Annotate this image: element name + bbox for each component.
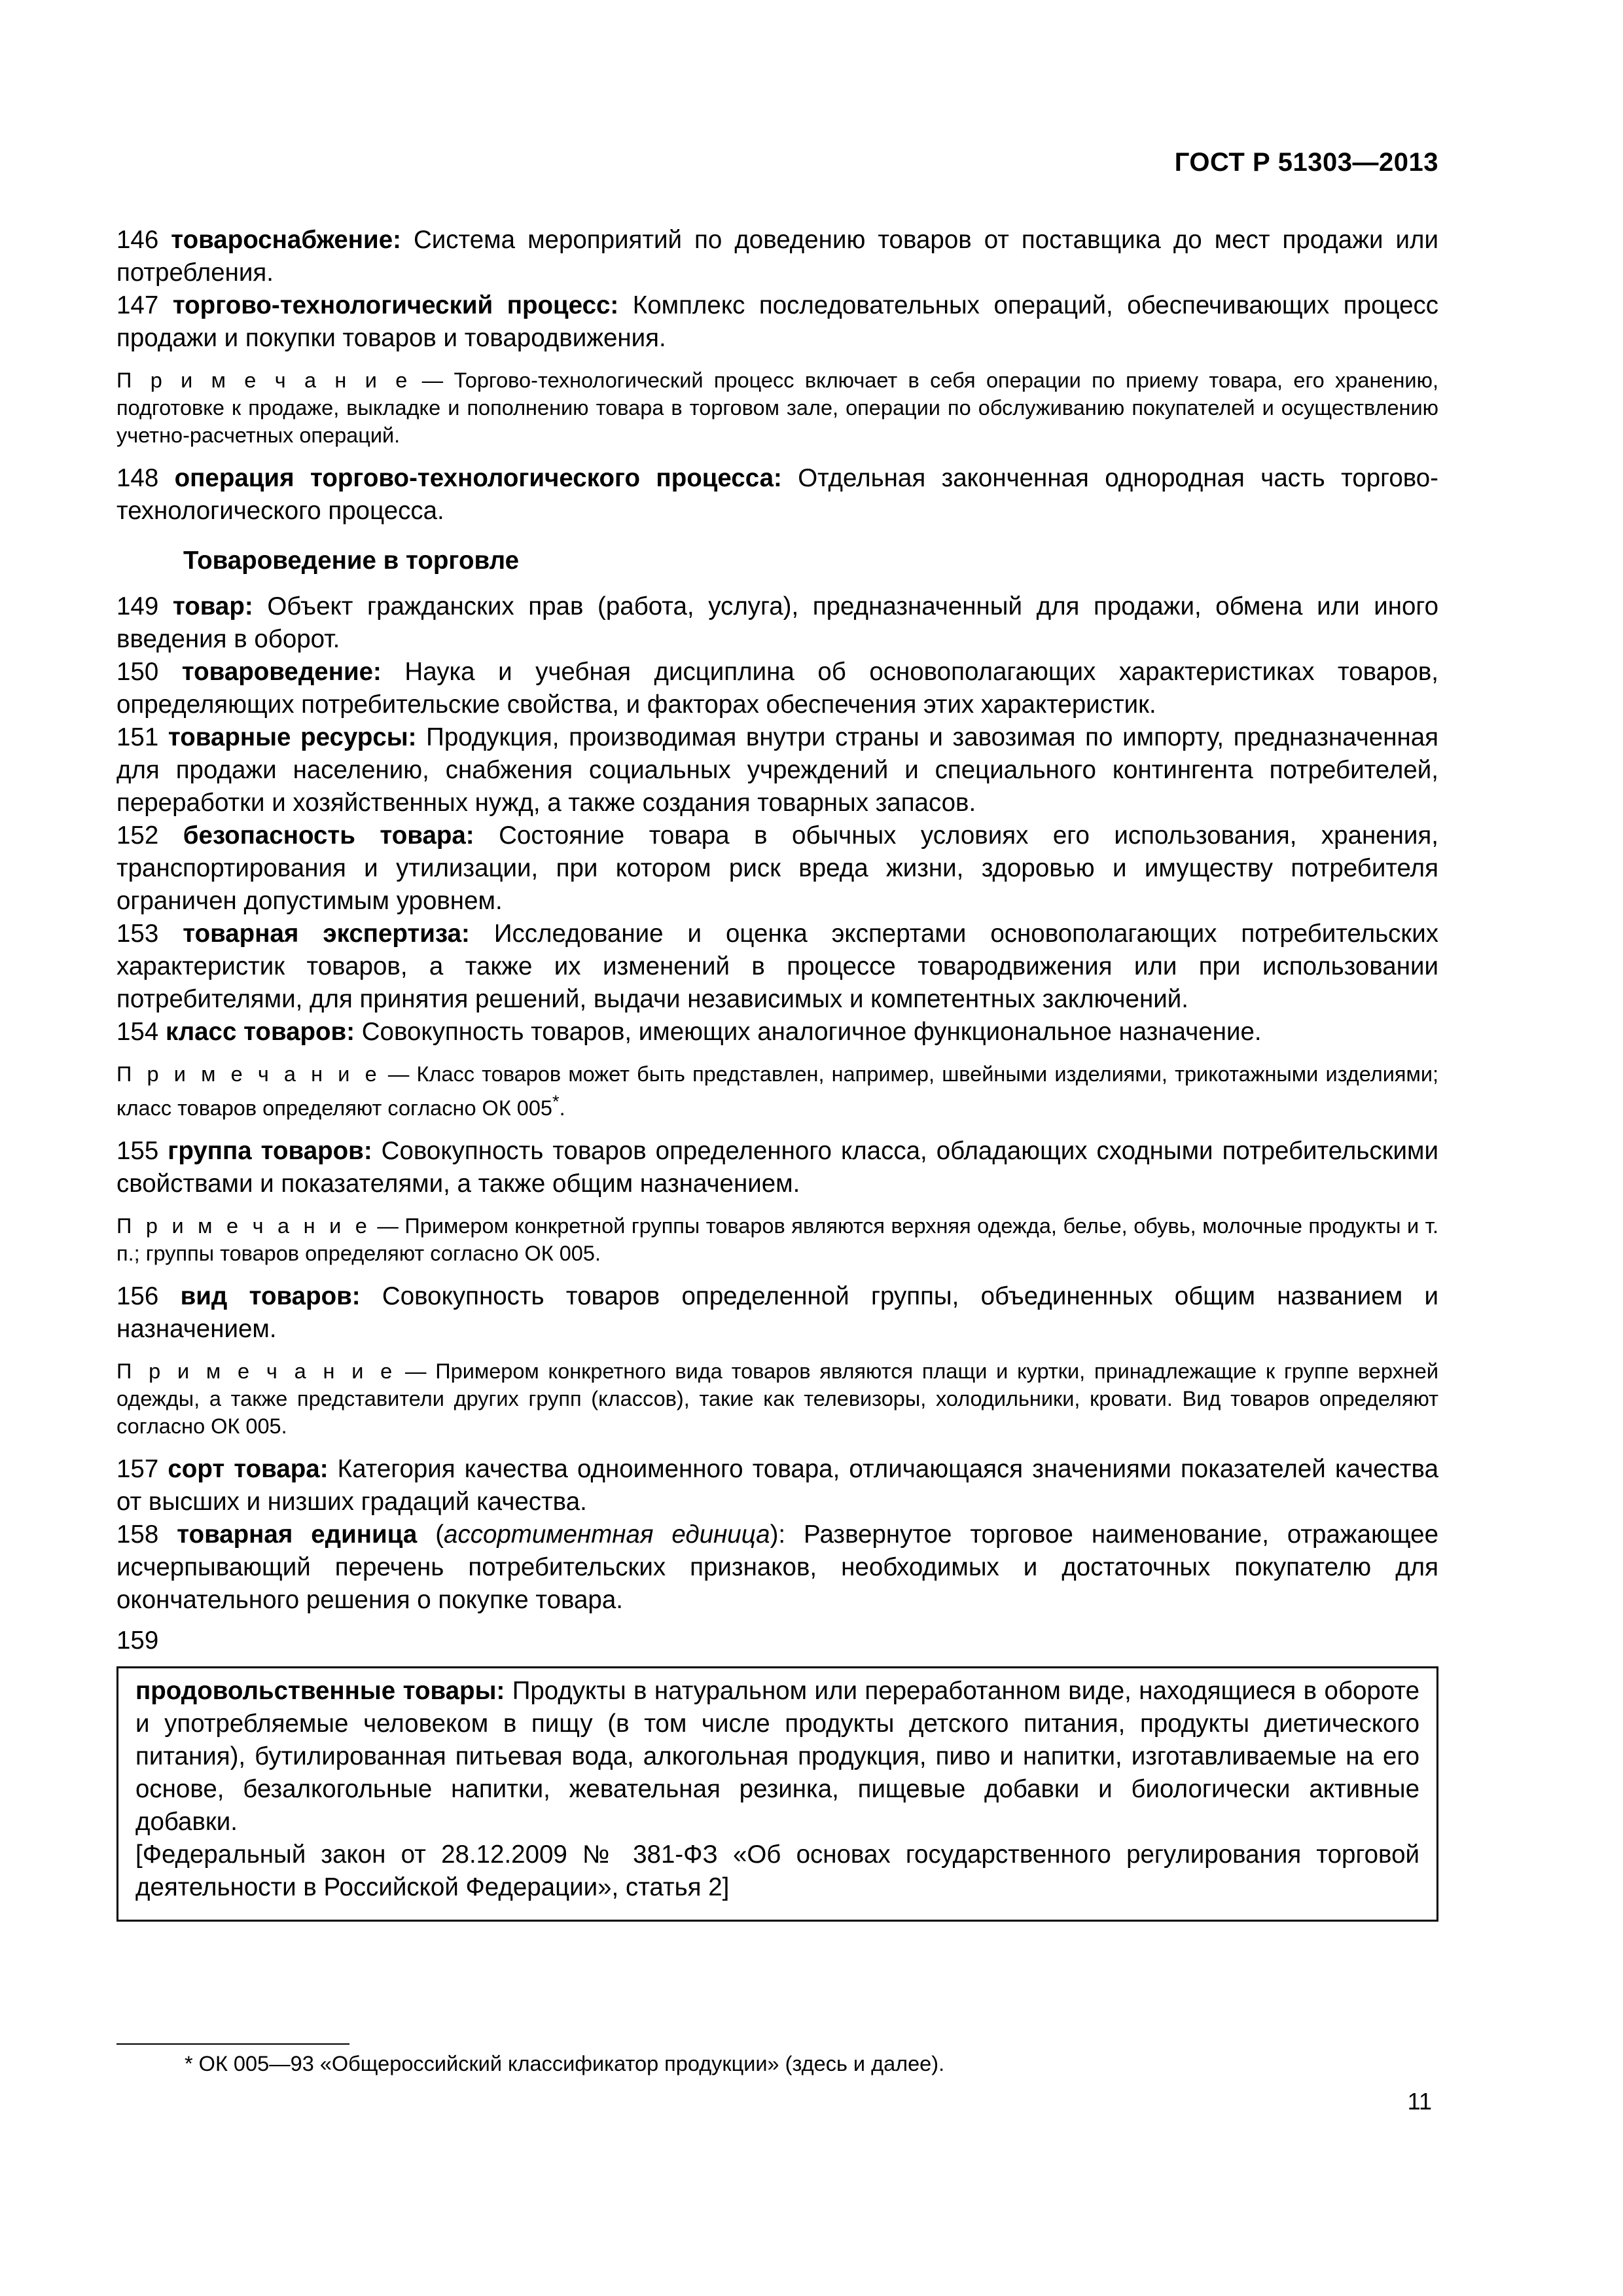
boxed-term-159 (116, 1666, 1438, 1922)
note-text: Примером конкретного вида товаров являются плащи и куртки, принадлежащие к группе верхней одежды, а также представители других групп (классов), такие как телевизоры, холодильники, кровати. Вид товаров определяют согласно ОК 005. (116, 1359, 1438, 1438)
term-159-body (135, 1675, 1419, 1839)
term-definition: Состояние товара в обычных условиях его использования, хранения, транспортирования и утилизации, при котором риск вреда жизни, здоровью и имуществу потребителя ограничен допустимым уровнем. (116, 821, 1438, 915)
term-definition: Система мероприятий по доведению товаров от поставщика до мест продажи или потребления. (116, 226, 1438, 287)
term-title: класс товаров: (165, 1018, 355, 1046)
note-text: Класс товаров может быть представлен, например, швейными изделиями, трикотажными изделиями; класс товаров определяют согласно ОК 005 (116, 1062, 1438, 1120)
term-definition: Отдельная законченная однородная часть торгово-технологического процесса. (116, 464, 1439, 525)
term-title: операция торгово-технологического процесса: (174, 464, 782, 492)
term-number: 155 (116, 1136, 159, 1165)
term-alt-close: ): (770, 1520, 804, 1549)
term-alt-open: ( (417, 1520, 444, 1549)
note-dash: — (380, 1062, 417, 1086)
note-154 (116, 1060, 1438, 1122)
term-157 (116, 1453, 1438, 1518)
note-label: П р и м е ч а н и е (116, 1062, 381, 1086)
term-158 (116, 1518, 1438, 1617)
page-number: 11 (1407, 2088, 1432, 2115)
footnote-separator (116, 2043, 349, 2045)
note-147 (116, 367, 1438, 449)
term-number: 154 (116, 1018, 159, 1046)
term-150 (116, 656, 1438, 721)
term-title: товарная единица (177, 1520, 418, 1549)
term-definition: Продукция, производимая внутри страны и завозимая по импорту, предназначенная для продажи населению, снабжения социальных учреждений и специального контингента потребителей, переработки и хозяйственных нужд, а также создания товарных запасов. (116, 723, 1438, 817)
term-155 (116, 1135, 1438, 1200)
note-text: Торгово-технологический процесс включает в себя операции по приему товара, его хранению, подготовке к продаже, выкладке и пополнению товара в торговом зале, операции по обслуживанию покупателей и осуществлению учетно-расчетных операций. (116, 368, 1438, 447)
term-152 (116, 819, 1438, 918)
standard-designation: ГОСТ Р 51303—2013 (1174, 148, 1438, 177)
term-title: группа товаров: (168, 1136, 372, 1165)
term-number: 156 (116, 1282, 159, 1310)
term-151 (116, 721, 1438, 819)
note-text: Примером конкретной группы товаров являются верхняя одежда, белье, обувь, молочные продукты и т. п.; группы товаров определяют согласно ОК 005. (116, 1213, 1438, 1265)
note-156 (116, 1357, 1438, 1440)
term-title: товароведение: (181, 658, 382, 686)
term-title: товар: (172, 592, 253, 620)
term-number: 152 (116, 821, 159, 850)
term-number: 157 (116, 1454, 159, 1483)
term-number: 147 (116, 291, 159, 319)
terms-content (116, 224, 1438, 1922)
term-title: торгово-технологический процесс: (172, 291, 619, 319)
term-definition: Комплекс последовательных операций, обеспечивающих процесс продажи и покупки товаров и товародвижения. (116, 291, 1439, 352)
term-definition: Наука и учебная дисциплина об основополагающих характеристиках товаров, определяющих потребительские свойства, и факторах обеспечения этих характеристик. (116, 658, 1439, 719)
term-number: 158 (116, 1520, 159, 1549)
note-dash: — (396, 1359, 436, 1383)
note-dash: — (411, 368, 454, 392)
term-number: 153 (116, 920, 159, 948)
note-155 (116, 1212, 1438, 1267)
term-definition: Совокупность товаров определенной группы, объединенных общим названием и назначением. (116, 1282, 1438, 1343)
note-dash: — (370, 1213, 405, 1238)
note-label: П р и м е ч а н и е (116, 1213, 371, 1238)
term-number: 151 (116, 723, 159, 751)
term-definition: Продукты в натуральном или переработанном виде, находящиеся в обороте и употребляемые человеком в пищу (в том числе продукты детского питания, продукты диетического питания), бутилированная питьевая вода, алкогольная продукция, пиво и напитки, изготавливаемые на его основе, безалкогольные напитки, жевательная резинка, пищевые добавки и биологически активные добавки. (135, 1676, 1419, 1836)
term-number: 148 (116, 464, 159, 492)
term-153 (116, 918, 1438, 1016)
term-159-number: 159 (116, 1626, 159, 1655)
term-title: вид товаров: (180, 1282, 361, 1310)
term-definition: Категория качества одноименного товара, отличающаяся значениями показателей качества от высших и низших градаций качества. (116, 1454, 1438, 1516)
note-label: П р и м е ч а н и е (116, 368, 412, 392)
term-146 (116, 224, 1438, 289)
term-title: товарные ресурсы: (168, 723, 417, 751)
footnote-marker: * (552, 1091, 560, 1111)
term-number: 149 (116, 592, 159, 620)
term-number: 150 (116, 658, 159, 686)
term-title: товарная экспертиза: (183, 920, 470, 948)
term-title: безопасность товара: (183, 821, 474, 850)
term-147 (116, 289, 1438, 355)
term-149 (116, 590, 1438, 656)
term-definition: Объект гражданских прав (работа, услуга), предназначенный для продажи, обмена или иного введения в оборот. (116, 592, 1438, 653)
term-156 (116, 1280, 1438, 1346)
section-heading: Товароведение в торговле (183, 547, 519, 575)
term-title: товароснабжение: (171, 226, 401, 254)
term-definition: Исследование и оценка экспертами основополагающих потребительских характеристик товаров, а также их изменений в процессе товародвижения или при использовании потребителями, для принятия решений, выдачи независимых и компетентных заключений. (116, 920, 1439, 1013)
term-alternative: ассортиментная единица (444, 1520, 770, 1549)
footnote: * ОК 005—93 «Общероссийский классификатор продукции» (здесь и далее). (185, 2052, 945, 2075)
term-definition: Развернутое торговое наименование, отражающее исчерпывающий перечень потребительских признаков, необходимых и достаточных покупателю для окончательного решения о покупке товара. (116, 1520, 1438, 1614)
note-label: П р и м е ч а н и е (116, 1359, 397, 1383)
term-154 (116, 1016, 1438, 1049)
term-source: [Федеральный закон от 28.12.2009 № 381-ФЗ «Об основах государственного регулирования торговой деятельности в Российской Федерации», статья 2] (135, 1840, 1419, 1901)
note-end: . (559, 1096, 565, 1120)
term-definition: Совокупность товаров, имеющих аналогичное функциональное назначение. (361, 1018, 1262, 1046)
term-title: продовольственные товары: (135, 1676, 505, 1705)
term-148 (116, 462, 1438, 528)
term-title: сорт товара: (168, 1454, 329, 1483)
term-definition: Совокупность товаров определенного класса, обладающих сходными потребительскими свойствами и показателями, а также общим назначением. (116, 1136, 1438, 1198)
term-number: 146 (116, 226, 159, 254)
